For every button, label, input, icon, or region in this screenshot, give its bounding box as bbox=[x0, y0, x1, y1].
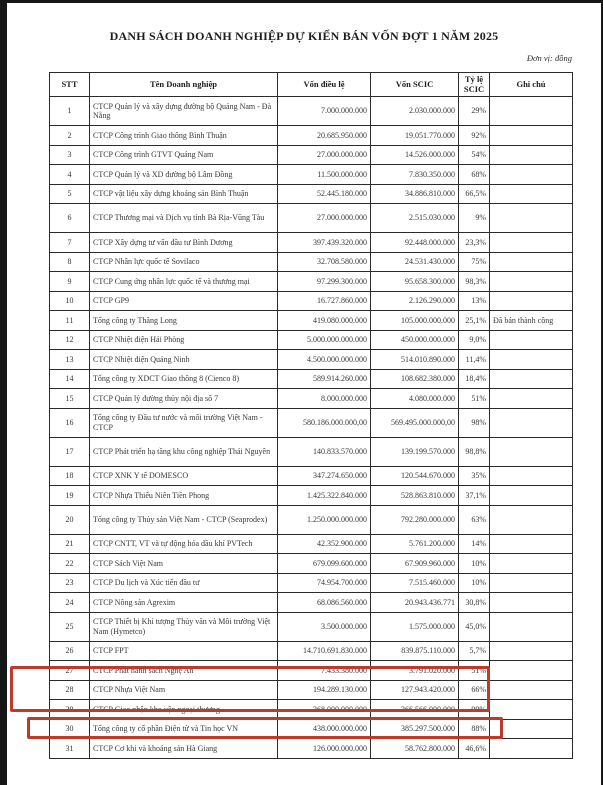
cell-note bbox=[490, 641, 573, 661]
cell-scic-capital: 7.515.460.000 bbox=[371, 573, 459, 593]
cell-scic-capital: 2.126.290.000 bbox=[371, 291, 459, 311]
cell-note bbox=[490, 437, 573, 466]
cell-scic-ratio: 66% bbox=[459, 680, 490, 700]
cell-note bbox=[490, 272, 573, 292]
cell-scic-ratio: 5,7% bbox=[459, 641, 490, 661]
table-row bbox=[50, 505, 573, 534]
cell-scic-capital: 1.575.000.000 bbox=[371, 612, 459, 641]
cell-stt: 1 bbox=[50, 97, 90, 126]
cell-scic-ratio: 29% bbox=[459, 97, 490, 126]
cell-note bbox=[490, 126, 573, 146]
header-note: Ghi chú bbox=[490, 73, 573, 97]
unit-note: Đơn vị: đồng bbox=[526, 53, 572, 63]
table-row bbox=[50, 165, 573, 185]
table-row bbox=[50, 311, 573, 331]
cell-charter-capital: 347.274.650.000 bbox=[278, 466, 371, 486]
cell-scic-capital: 528.863.810.000 bbox=[371, 486, 459, 506]
cell-stt: 8 bbox=[50, 252, 90, 272]
cell-charter-capital: 52.445.180.000 bbox=[278, 184, 371, 204]
cell-stt: 30 bbox=[50, 719, 90, 739]
table-row bbox=[50, 330, 573, 350]
cell-charter-capital: 1.250.000.000.000 bbox=[278, 505, 371, 534]
cell-note bbox=[490, 700, 573, 720]
cell-scic-ratio: 66,5% bbox=[459, 184, 490, 204]
cell-stt: 2 bbox=[50, 126, 90, 146]
cell-note bbox=[490, 534, 573, 554]
cell-company-name: CTCP Thương mại và Dịch vụ tỉnh Bà Rịa-Vũng Tàu bbox=[90, 204, 278, 233]
cell-scic-ratio: 51% bbox=[459, 389, 490, 409]
cell-scic-ratio: 98,8% bbox=[459, 437, 490, 466]
cell-note bbox=[490, 252, 573, 272]
cell-stt: 15 bbox=[50, 389, 90, 409]
table-row bbox=[50, 739, 573, 759]
cell-company-name: CTCP Nhựa Thiếu Niên Tiền Phong bbox=[90, 486, 278, 506]
cell-charter-capital: 397.439.320.000 bbox=[278, 233, 371, 253]
cell-company-name: Tổng công ty cổ phần Điện tử và Tin học VN bbox=[90, 719, 278, 739]
cell-note bbox=[490, 350, 573, 370]
cell-company-name: CTCP Nhựa Việt Nam bbox=[90, 680, 278, 700]
cell-note bbox=[490, 204, 573, 233]
cell-charter-capital: 68.086.560.000 bbox=[278, 593, 371, 613]
cell-stt: 9 bbox=[50, 272, 90, 292]
cell-scic-capital: 20.943.436.771 bbox=[371, 593, 459, 613]
cell-scic-capital: 385.297.500.000 bbox=[371, 719, 459, 739]
cell-charter-capital: 194.289.130.000 bbox=[278, 680, 371, 700]
cell-stt: 29 bbox=[50, 700, 90, 720]
table-row bbox=[50, 680, 573, 700]
cell-charter-capital: 27.000.000.000 bbox=[278, 204, 371, 233]
cell-scic-capital: 3.791.020.000 bbox=[371, 661, 459, 681]
cell-scic-capital: 105.000.000.000 bbox=[371, 311, 459, 331]
cell-stt: 11 bbox=[50, 311, 90, 331]
cell-charter-capital: 4.500.000.000.000 bbox=[278, 350, 371, 370]
cell-company-name: CTCP Nhân lực quốc tế Sovilaco bbox=[90, 252, 278, 272]
cell-scic-ratio: 45,0% bbox=[459, 612, 490, 641]
cell-scic-capital: 839.875.110.000 bbox=[371, 641, 459, 661]
cell-company-name: CTCP Sách Việt Nam bbox=[90, 554, 278, 574]
cell-stt: 21 bbox=[50, 534, 90, 554]
cell-scic-ratio: 63% bbox=[459, 505, 490, 534]
cell-company-name: CTCP Nhiệt điện Hải Phòng bbox=[90, 330, 278, 350]
cell-charter-capital: 419.080.000.000 bbox=[278, 311, 371, 331]
cell-charter-capital: 42.352.900.000 bbox=[278, 534, 371, 554]
cell-company-name: CTCP Cơ khí và khoáng sản Hà Giang bbox=[90, 739, 278, 759]
cell-scic-capital: 5.761.200.000 bbox=[371, 534, 459, 554]
cell-scic-capital: 14.526.000.000 bbox=[371, 145, 459, 165]
cell-scic-capital: 92.448.000.000 bbox=[371, 233, 459, 253]
cell-stt: 18 bbox=[50, 466, 90, 486]
cell-company-name: CTCP Thiết bị Khí tượng Thủy văn và Môi trường Việt Nam (Hymetco) bbox=[90, 612, 278, 641]
table-row bbox=[50, 593, 573, 613]
cell-charter-capital: 5.000.000.000.000 bbox=[278, 330, 371, 350]
cell-stt: 27 bbox=[50, 661, 90, 681]
cell-scic-capital: 2.030.000.000 bbox=[371, 97, 459, 126]
cell-company-name: CTCP Phát triển hạ tầng khu công nghiệp Thái Nguyên bbox=[90, 437, 278, 466]
header-company-name: Tên Doanh nghiệp bbox=[90, 73, 278, 97]
cell-charter-capital: 126.000.000.000 bbox=[278, 739, 371, 759]
cell-company-name: Tổng công ty Thăng Long bbox=[90, 311, 278, 331]
cell-company-name: CTCP Giao nhận kho vận ngoại thương bbox=[90, 700, 278, 720]
cell-scic-capital: 266.566.000.000 bbox=[371, 700, 459, 720]
table-row bbox=[50, 369, 573, 389]
table-row bbox=[50, 204, 573, 233]
cell-scic-ratio: 14% bbox=[459, 534, 490, 554]
cell-company-name: CTCP FPT bbox=[90, 641, 278, 661]
document-page bbox=[7, 3, 601, 785]
cell-note bbox=[490, 145, 573, 165]
cell-note bbox=[490, 719, 573, 739]
cell-scic-capital: 450.000.000.000 bbox=[371, 330, 459, 350]
cell-charter-capital: 580.186.000.000,00 bbox=[278, 408, 371, 437]
cell-scic-ratio: 25,1% bbox=[459, 311, 490, 331]
cell-scic-capital: 58.762.800.000 bbox=[371, 739, 459, 759]
cell-scic-ratio: 75% bbox=[459, 252, 490, 272]
table-body bbox=[50, 97, 573, 759]
cell-scic-capital: 127.943.420.000 bbox=[371, 680, 459, 700]
cell-scic-ratio: 10% bbox=[459, 554, 490, 574]
table-row bbox=[50, 700, 573, 720]
cell-company-name: Tổng công ty Thủy sản Việt Nam - CTCP (Seaprodex) bbox=[90, 505, 278, 534]
cell-note bbox=[490, 573, 573, 593]
cell-note bbox=[490, 408, 573, 437]
cell-stt: 17 bbox=[50, 437, 90, 466]
cell-scic-ratio: 30,8% bbox=[459, 593, 490, 613]
cell-scic-ratio: 35% bbox=[459, 466, 490, 486]
cell-charter-capital: 268.000.000.000 bbox=[278, 700, 371, 720]
cell-stt: 13 bbox=[50, 350, 90, 370]
cell-stt: 4 bbox=[50, 165, 90, 185]
cell-note bbox=[490, 680, 573, 700]
cell-charter-capital: 8.000.000.000 bbox=[278, 389, 371, 409]
cell-charter-capital: 3.500.000.000 bbox=[278, 612, 371, 641]
table-row bbox=[50, 233, 573, 253]
cell-note bbox=[490, 330, 573, 350]
cell-stt: 20 bbox=[50, 505, 90, 534]
cell-note bbox=[490, 612, 573, 641]
cell-scic-ratio: 92% bbox=[459, 126, 490, 146]
cell-charter-capital: 679.099.600.000 bbox=[278, 554, 371, 574]
table-header-row bbox=[50, 73, 573, 97]
table-row bbox=[50, 641, 573, 661]
table-row bbox=[50, 534, 573, 554]
cell-stt: 12 bbox=[50, 330, 90, 350]
cell-stt: 10 bbox=[50, 291, 90, 311]
cell-charter-capital: 27.000.000.000 bbox=[278, 145, 371, 165]
cell-scic-ratio: 99% bbox=[459, 700, 490, 720]
header-stt: STT bbox=[50, 73, 90, 97]
table-row bbox=[50, 554, 573, 574]
cell-note bbox=[490, 369, 573, 389]
cell-company-name: CTCP Du lịch và Xúc tiến đầu tư bbox=[90, 573, 278, 593]
cell-scic-capital: 139.199.570.000 bbox=[371, 437, 459, 466]
cell-charter-capital: 32.708.580.000 bbox=[278, 252, 371, 272]
cell-company-name: Tổng công ty Đầu tư nước và môi trường Việt Nam - CTCP bbox=[90, 408, 278, 437]
cell-scic-ratio: 88% bbox=[459, 719, 490, 739]
cell-scic-ratio: 10% bbox=[459, 573, 490, 593]
cell-company-name: CTCP CNTT, VT và tự động hóa dầu khí PVTech bbox=[90, 534, 278, 554]
cell-charter-capital: 16.727.860.000 bbox=[278, 291, 371, 311]
cell-stt: 14 bbox=[50, 369, 90, 389]
cell-scic-capital: 19.051.770.000 bbox=[371, 126, 459, 146]
cell-scic-capital: 7.830.350.000 bbox=[371, 165, 459, 185]
table-row bbox=[50, 291, 573, 311]
cell-stt: 16 bbox=[50, 408, 90, 437]
cell-company-name: CTCP vật liệu xây dựng khoáng sản Bình Thuận bbox=[90, 184, 278, 204]
cell-company-name: CTCP Quản lý và XD đường bộ Lâm Đồng bbox=[90, 165, 278, 185]
table-row bbox=[50, 437, 573, 466]
table-row bbox=[50, 466, 573, 486]
table-row bbox=[50, 97, 573, 126]
table-row bbox=[50, 719, 573, 739]
cell-scic-ratio: 98,3% bbox=[459, 272, 490, 292]
cell-stt: 6 bbox=[50, 204, 90, 233]
cell-charter-capital: 14.710.691.830.000 bbox=[278, 641, 371, 661]
cell-stt: 31 bbox=[50, 739, 90, 759]
cell-stt: 28 bbox=[50, 680, 90, 700]
cell-note bbox=[490, 486, 573, 506]
cell-company-name: CTCP Công trình Giao thông Bình Thuận bbox=[90, 126, 278, 146]
cell-charter-capital: 74.954.700.000 bbox=[278, 573, 371, 593]
cell-scic-capital: 514.010.890.000 bbox=[371, 350, 459, 370]
cell-note bbox=[490, 739, 573, 759]
table-row bbox=[50, 486, 573, 506]
cell-scic-ratio: 51% bbox=[459, 661, 490, 681]
cell-company-name: CTCP Xây dựng tư vấn đầu tư Bình Dương bbox=[90, 233, 278, 253]
cell-note bbox=[490, 291, 573, 311]
cell-note bbox=[490, 165, 573, 185]
cell-scic-capital: 34.886.810.000 bbox=[371, 184, 459, 204]
table-row bbox=[50, 272, 573, 292]
cell-scic-capital: 108.682.380.000 bbox=[371, 369, 459, 389]
table-row bbox=[50, 661, 573, 681]
table-row bbox=[50, 612, 573, 641]
cell-company-name: CTCP Quản lý đường thủy nội địa số 7 bbox=[90, 389, 278, 409]
cell-company-name: CTCP Cung ứng nhân lực quốc tế và thương mại bbox=[90, 272, 278, 292]
cell-note: Đã bán thành công bbox=[490, 311, 573, 331]
table-annotations bbox=[49, 72, 572, 759]
cell-stt: 7 bbox=[50, 233, 90, 253]
cell-stt: 19 bbox=[50, 486, 90, 506]
cell-scic-capital: 24.531.430.000 bbox=[371, 252, 459, 272]
cell-scic-capital: 4.080.000.000 bbox=[371, 389, 459, 409]
table-row bbox=[50, 252, 573, 272]
cell-scic-ratio: 46,6% bbox=[459, 739, 490, 759]
cell-stt: 5 bbox=[50, 184, 90, 204]
cell-stt: 23 bbox=[50, 573, 90, 593]
cell-scic-ratio: 13% bbox=[459, 291, 490, 311]
cell-scic-ratio: 9,0% bbox=[459, 330, 490, 350]
cell-charter-capital: 7.000.000.000 bbox=[278, 97, 371, 126]
cell-scic-ratio: 9% bbox=[459, 204, 490, 233]
cell-note bbox=[490, 389, 573, 409]
table-row bbox=[50, 126, 573, 146]
cell-scic-capital: 120.544.670.000 bbox=[371, 466, 459, 486]
cell-scic-ratio: 54% bbox=[459, 145, 490, 165]
cell-scic-capital: 569.495.000.000,00 bbox=[371, 408, 459, 437]
cell-company-name: CTCP Quản lý và xây dựng đường bộ Quảng Nam - Đà Nẵng bbox=[90, 97, 278, 126]
cell-scic-capital: 2.515.030.000 bbox=[371, 204, 459, 233]
cell-scic-ratio: 98% bbox=[459, 408, 490, 437]
cell-note bbox=[490, 184, 573, 204]
cell-stt: 25 bbox=[50, 612, 90, 641]
table-row bbox=[50, 408, 573, 437]
cell-charter-capital: 11.500.000.000 bbox=[278, 165, 371, 185]
cell-company-name: CTCP XNK Y tế DOMESCO bbox=[90, 466, 278, 486]
cell-stt: 3 bbox=[50, 145, 90, 165]
cell-charter-capital: 438.000.000.000 bbox=[278, 719, 371, 739]
cell-company-name: CTCP Công trình GTVT Quảng Nam bbox=[90, 145, 278, 165]
cell-stt: 24 bbox=[50, 593, 90, 613]
cell-scic-capital: 67.909.960.000 bbox=[371, 554, 459, 574]
company-table bbox=[49, 72, 573, 759]
table-row bbox=[50, 145, 573, 165]
cell-note bbox=[490, 661, 573, 681]
cell-company-name: Tổng công ty XDCT Giao thông 8 (Cienco 8) bbox=[90, 369, 278, 389]
cell-scic-ratio: 23,3% bbox=[459, 233, 490, 253]
cell-stt: 22 bbox=[50, 554, 90, 574]
cell-scic-ratio: 18,4% bbox=[459, 369, 490, 389]
cell-scic-ratio: 68% bbox=[459, 165, 490, 185]
cell-company-name: CTCP Nông sản Agrexim bbox=[90, 593, 278, 613]
table-row bbox=[50, 389, 573, 409]
cell-stt: 26 bbox=[50, 641, 90, 661]
cell-note bbox=[490, 233, 573, 253]
cell-note bbox=[490, 97, 573, 126]
cell-charter-capital: 589.914.260.000 bbox=[278, 369, 371, 389]
cell-company-name: CTCP Phát hành sách Nghệ An bbox=[90, 661, 278, 681]
cell-note bbox=[490, 593, 573, 613]
cell-charter-capital: 20.685.950.000 bbox=[278, 126, 371, 146]
cell-scic-ratio: 37,1% bbox=[459, 486, 490, 506]
cell-scic-capital: 95.658.300.000 bbox=[371, 272, 459, 292]
table-row bbox=[50, 573, 573, 593]
header-scic-ratio: Tỷ lệ SCIC bbox=[459, 73, 490, 97]
cell-note bbox=[490, 505, 573, 534]
cell-charter-capital: 1.425.322.840.000 bbox=[278, 486, 371, 506]
cell-note bbox=[490, 554, 573, 574]
table-row bbox=[50, 350, 573, 370]
cell-scic-capital: 792.280.000.000 bbox=[371, 505, 459, 534]
cell-scic-ratio: 11,4% bbox=[459, 350, 490, 370]
header-scic-capital: Vốn SCIC bbox=[371, 73, 459, 97]
page-title: DANH SÁCH DOANH NGHIỆP DỰ KIẾN BÁN VỐN ĐỢT 1 NĂM 2025 bbox=[109, 29, 499, 43]
cell-charter-capital: 7.433.380.000 bbox=[278, 661, 371, 681]
header-charter-capital: Vốn điều lệ bbox=[278, 73, 371, 97]
table-row bbox=[50, 184, 573, 204]
cell-charter-capital: 140.833.570.000 bbox=[278, 437, 371, 466]
cell-charter-capital: 97.299.300.000 bbox=[278, 272, 371, 292]
cell-company-name: CTCP GP9 bbox=[90, 291, 278, 311]
cell-note bbox=[490, 466, 573, 486]
cell-company-name: CTCP Nhiệt điện Quảng Ninh bbox=[90, 350, 278, 370]
